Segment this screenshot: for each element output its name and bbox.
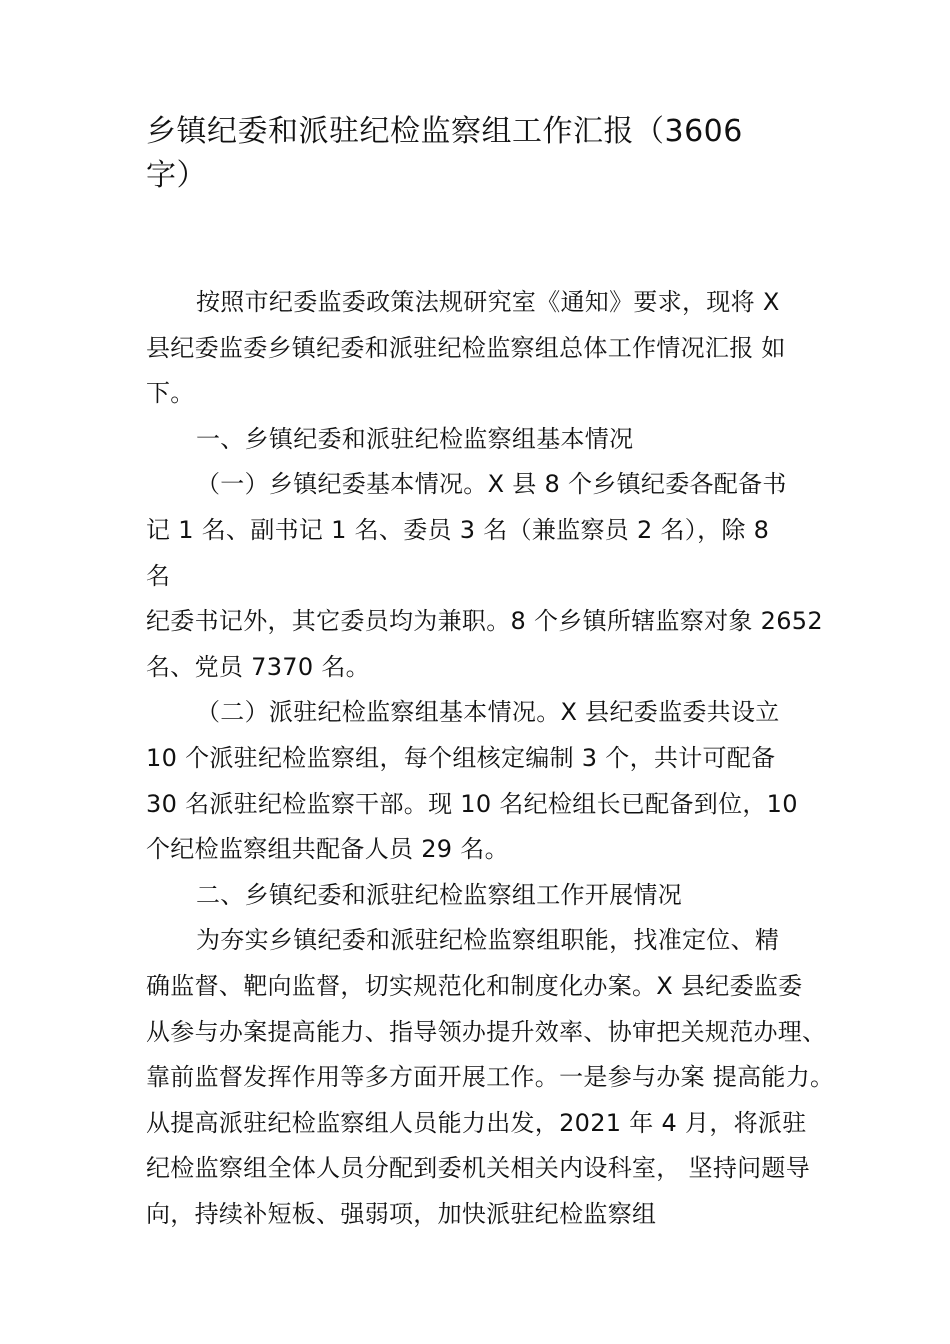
section-heading: 一、乡镇纪委和派驻纪检监察组基本情况 [196, 424, 634, 453]
paragraph-line: （一）乡镇纪委基本情况。X 县 8 个乡镇纪委各配备书 [196, 470, 787, 499]
paragraph-line: （二）派驻纪检监察组基本情况。X 县纪委监委共设立 [196, 698, 780, 727]
paragraph-line: 按照市纪委监委政策法规研究室《通知》要求，现将 X [196, 288, 780, 316]
document-title [146, 110, 846, 198]
title-line: 字） [146, 158, 207, 193]
paragraph-line: 靠前监督发挥作用等多方面开展工作。一是参与办案 提高能力。 [146, 1063, 835, 1092]
paragraph-line: 从提高派驻纪检监察组人员能力出发，2021 年 4 月，将派驻 [146, 1108, 807, 1137]
section-heading: 二、乡镇纪委和派驻纪检监察组工作开展情况 [196, 880, 682, 909]
paragraph-line: 向，持续补短板、强弱项，加快派驻纪检监察组 [146, 1199, 657, 1228]
paragraph-line: 10 个派驻纪检监察组，每个组核定编制 3 个，共计可配备 [146, 743, 776, 772]
paragraph-line: 记 1 名、副书记 1 名、委员 3 名（兼监察员 2 名），除 8 [146, 515, 770, 544]
paragraph-line: 为夯实乡镇纪委和派驻纪检监察组职能，找准定位、精 [196, 926, 780, 955]
paragraph-line: 名 [146, 561, 171, 590]
paragraph-line: 30 名派驻纪检监察干部。现 10 名纪检组长已配备到位，10 [146, 789, 798, 818]
paragraph-line: 名、党员 7370 名。 [146, 652, 370, 681]
paragraph-line: 县纪委监委乡镇纪委和派驻纪检监察组总体工作情况汇报 如 [146, 333, 786, 362]
paragraph-line: 个纪检监察组共配备人员 29 名。 [146, 835, 509, 864]
document-body [146, 280, 846, 1237]
paragraph-line: 确监督、靶向监督，切实规范化和制度化办案。X 县纪委监委 [146, 971, 803, 1000]
paragraph-line: 纪检监察组全体人员分配到委机关相关内设科室， 坚持问题导 [146, 1154, 811, 1183]
paragraph-line: 从参与办案提高能力、指导领办提升效率、协审把关规范办理、 [146, 1017, 827, 1046]
paragraph-line: 纪委书记外，其它委员均为兼职。8 个乡镇所辖监察对象 2652 [146, 607, 823, 636]
paragraph-line: 下。 [146, 379, 195, 408]
title-line: 乡镇纪委和派驻纪检监察组工作汇报（3606 [146, 114, 743, 149]
